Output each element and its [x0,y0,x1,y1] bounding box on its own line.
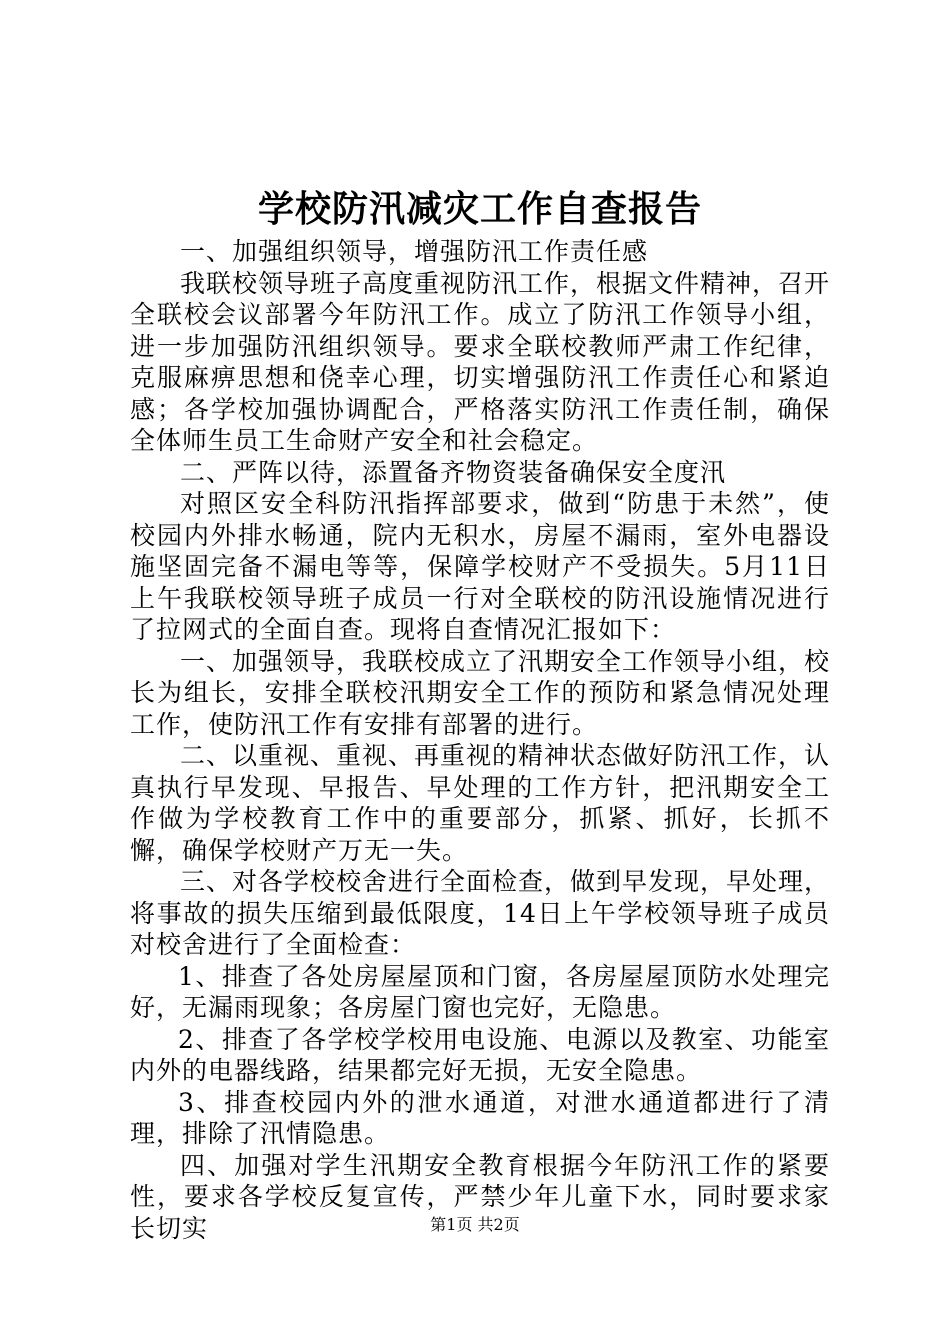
paragraph: 我联校领导班子高度重视防汛工作，根据文件精神，召开全联校会议部署今年防汛工作。成立了防汛工作领导小组，进一步加强防汛组织领导。要求全联校教师严肃工作纪律，克服麻痹思想和侥幸心理，切实增强防汛工作责任心和紧迫感；各学校加强协调配合，严格落实防汛工作责任制，确保全体师生员工生命财产安全和社会稳定。 [130,268,831,455]
page-footer: 第1页 共2页 [430,1215,520,1234]
document-body [130,236,830,1244]
paragraph: 四、加强对学生汛期安全教育根据今年防汛工作的紧要性，要求各学校反复宣传，严禁少年儿童下水，同时要求家长切实 [130,1150,830,1243]
document-title: 学校防汛减灾工作自查报告 [257,188,702,230]
paragraph: 三、对各学校校舍进行全面检查，做到早发现，早处理，将事故的损失压缩到最低限度，14日上午学校领导班子成员对校舍进行了全面检查： [130,867,831,959]
section-heading-1: 一、加强组织领导，增强防汛工作责任感 [180,237,649,266]
paragraph: 对照区安全科防汛指挥部要求，做到“防患于未然”，使校园内外排水畅通，院内无积水，房屋不漏雨，室外电器设施坚固完备不漏电等等，保障学校财产不受损失。5月11日上午我联校领导班子成员一行对全联校的防汛设施情况进行了拉网式的全面自查。现将自查情况汇报如下： [130,489,830,644]
list-item: 1、排查了各处房屋屋顶和门窗，各房屋屋顶防水处理完好，无漏雨现象；各房屋门窗也完好，无隐患。 [130,961,830,1022]
section-heading-2: 二、严阵以待，添置备齐物资装备确保安全度汛 [180,457,727,487]
paragraph: 一、加强领导，我联校成立了汛期安全工作领导小组，校长为组长，安排全联校汛期安全工作的预防和紧急情况处理工作，使防汛工作有安排有部署的进行。 [130,646,831,739]
list-item: 3、排查校园内外的泄水通道，对泄水通道都进行了清理，排除了汛情隐患。 [130,1087,830,1148]
list-item: 2、排查了各学校学校用电设施、电源以及教室、功能室内外的电器线路，结果都完好无损，无安全隐患。 [130,1024,830,1085]
paragraph: 二、以重视、重视、再重视的精神状态做好防汛工作，认真执行早发现、早报告、早处理的工作方针，把汛期安全工作做为学校教育工作中的重要部分，抓紧、抓好，长抓不懈，确保学校财产万无一失。 [130,741,831,865]
